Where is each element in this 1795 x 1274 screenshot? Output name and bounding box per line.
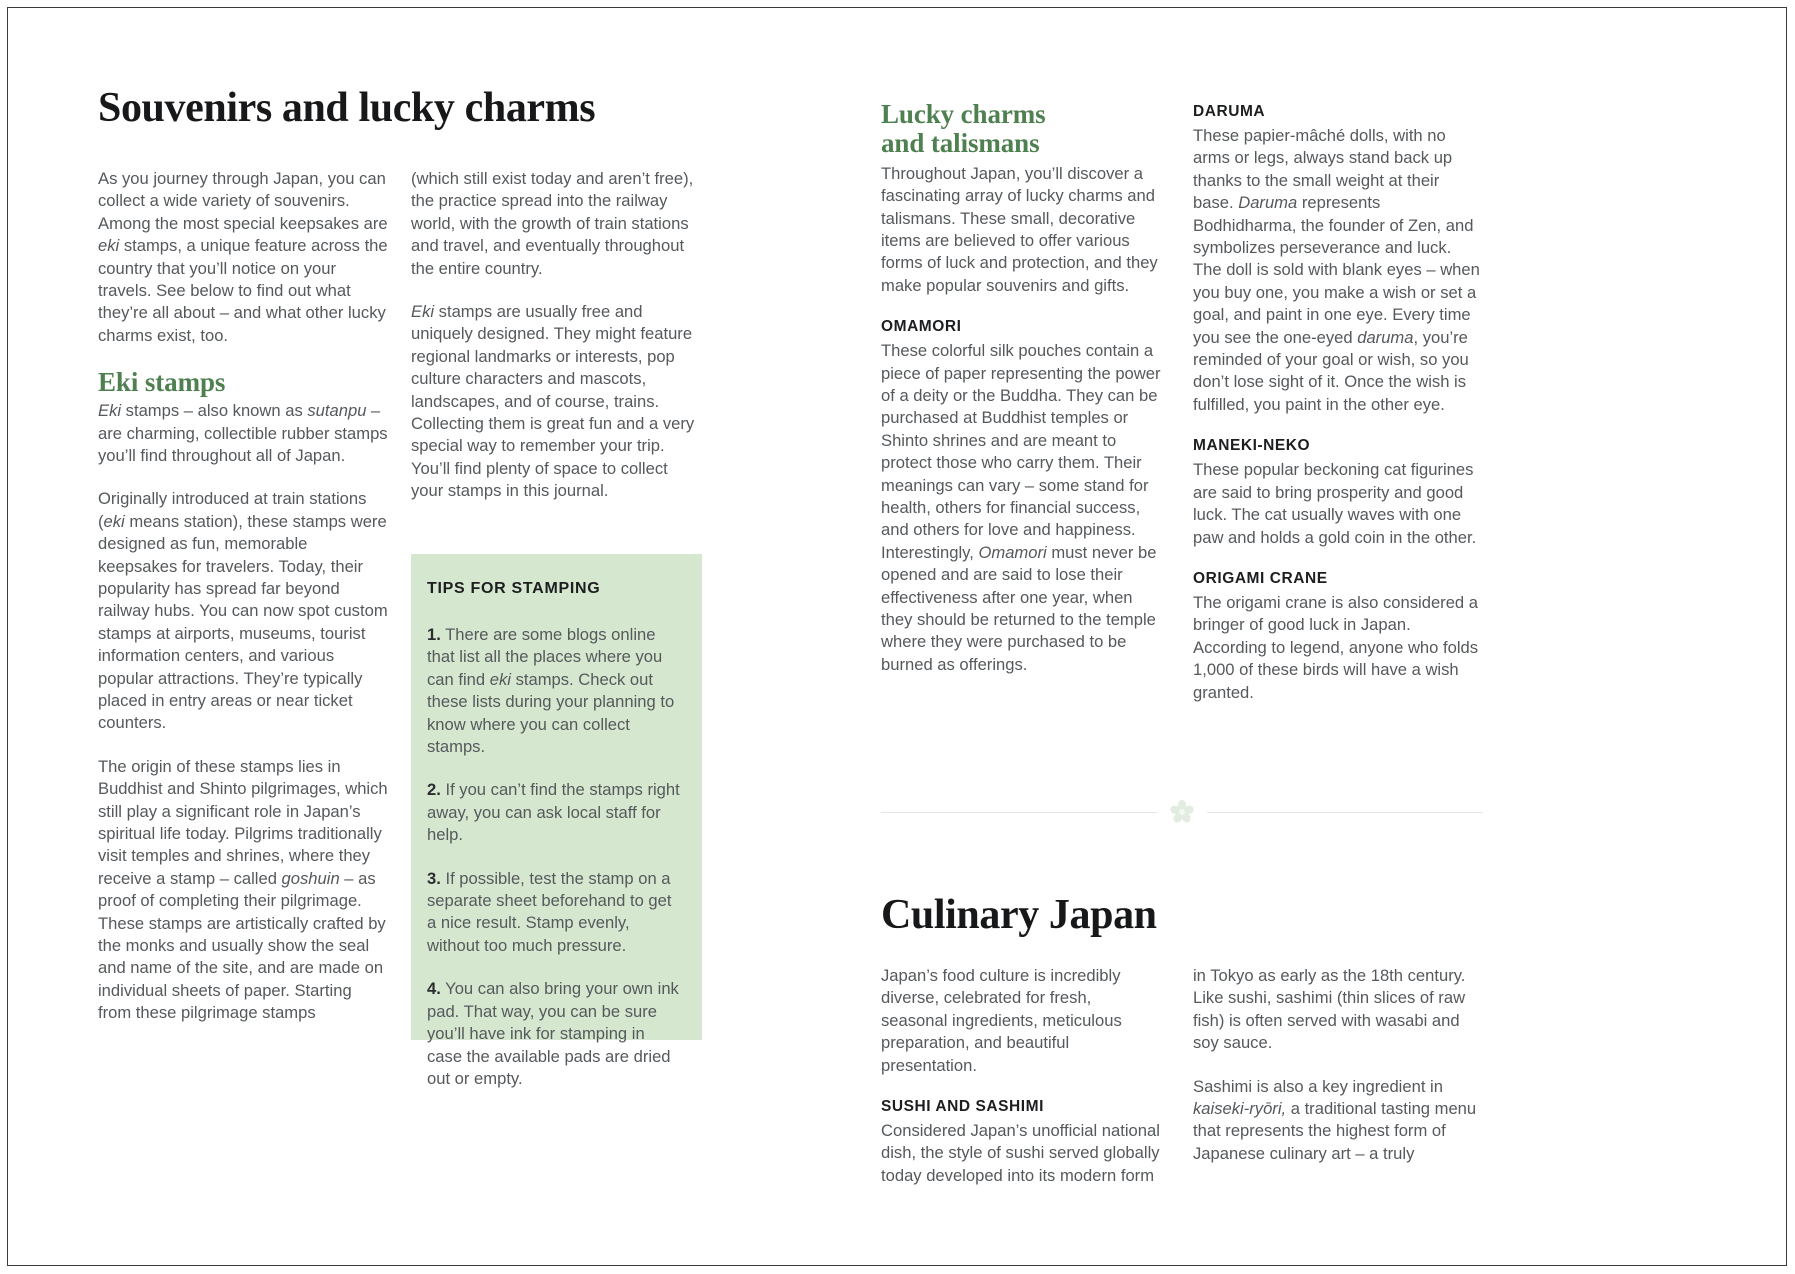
tips-for-stamping-box	[411, 554, 702, 1088]
tips-box-title: TIPS FOR STAMPING	[427, 580, 601, 597]
subsection-title-sushi-and-sashimi: SUSHI AND SASHIMI	[881, 1098, 1044, 1116]
paragraph: Sashimi is also a key ingredient in kaiseki-ryōri, a traditional tasting menu that represents the highest form of Japanese culinary art – a truly	[1193, 1076, 1477, 1163]
book-spread-page	[7, 7, 1787, 1266]
culinary-column-b	[1193, 965, 1483, 1165]
heading-line-2: and talismans	[881, 127, 1040, 158]
subsection-title-maneki-neko: MANEKI-NEKO	[1193, 437, 1311, 455]
subsection-title-origami-crane: ORIGAMI CRANE	[1193, 569, 1328, 587]
left-column-a	[98, 168, 388, 1025]
divider-rule-right	[1207, 812, 1483, 813]
tip-item: 4. You can also bring your own ink pad. That way, you can be sure you’ll have ink for stamping in case the available pads are dried out or empty.	[427, 979, 679, 1088]
divider-rule-left	[881, 812, 1157, 813]
heading-line-1: Lucky charms	[881, 99, 1046, 129]
section-heading-lucky-charms	[881, 100, 1161, 158]
paragraph: Eki stamps – also known as sutanpu – are charming, collectible rubber stamps you’ll find throughout all of Japan.	[98, 401, 388, 465]
section-divider	[881, 811, 1483, 813]
paragraph: These papier-mâché dolls, with no arms or legs, always stand back up thanks to the small weight at their base. Daruma represents Bodhidharma, the founder of Zen, and symbolizes perseverance and luck. The doll is sold with blank eyes – when you buy one, you make a wish or set a goal, and paint in one eye. Every time you see the one-eyed daruma, you’re reminded of your goal or wish, so you don’t lose sight of it. Once the wish is fulfilled, you paint in the other eye.	[1193, 126, 1480, 414]
paragraph: Eki stamps are usually free and uniquely designed. They might feature regional landmarks or interests, pop culture characters and mascots, landscapes, and of course, trains. Collecting them is great fun and a very special way to remember your trip. You’ll find plenty of space to collect your stamps in this journal.	[411, 302, 695, 501]
paragraph: As you journey through Japan, you can collect a wide variety of souvenirs. Among the most special keepsakes are eki stamps, a unique feature across the country that you’ll notice on your travels. See below to find out what they’re all about – and what other lucky charms exist, too.	[98, 169, 388, 345]
page-title: Souvenirs and lucky charms	[98, 85, 596, 131]
right-page	[798, 8, 1788, 1265]
paragraph: Originally introduced at train stations (eki means station), these stamps were designed as fun, memorable keepsakes for travelers. Today, their popularity has spread far beyond railway hubs. You can now spot custom stamps at airports, museums, tourist information centers, and various popular attractions. They’re typically placed in entry areas or near ticket counters.	[98, 489, 388, 733]
right-column-a	[881, 100, 1161, 676]
paragraph: The origin of these stamps lies in Buddhist and Shinto pilgrimages, which still play a significant role in Japan’s spiritual life today. Pilgrims traditionally visit temples and shrines, where they receive a stamp – called goshuin – as proof of completing their pilgrimage. These stamps are artistically crafted by the monks and usually show the seal and name of the site, and are made on individual sheets of paper. Starting from these pilgrimage stamps	[98, 756, 388, 1023]
tip-item: 2. If you can’t find the stamps right away, you can ask local staff for help.	[427, 780, 680, 845]
paragraph: Throughout Japan, you’ll discover a fascinating array of lucky charms and talismans. These small, decorative items are believed to offer various forms of luck and protection, and they make popular souvenirs and gifts.	[881, 163, 1158, 295]
right-column-b	[1193, 103, 1483, 704]
section-heading-eki-stamps: Eki stamps	[98, 367, 226, 398]
subsection-title-daruma: DARUMA	[1193, 103, 1266, 120]
paragraph: in Tokyo as early as the 18th century. Like sushi, sashimi (thin slices of raw fish) is often served with wasabi and soy sauce.	[1193, 966, 1466, 1053]
subsection-title-omamori: OMAMORI	[881, 318, 962, 336]
left-column-b	[411, 168, 701, 503]
left-page	[8, 8, 798, 1265]
tip-item: 1. There are some blogs online that list all the places where you can find eki stamps. Check out these lists during your planning to know where you can collect stamps.	[427, 625, 675, 757]
section-title-culinary-japan: Culinary Japan	[881, 892, 1157, 938]
paragraph: These colorful silk pouches contain a piece of paper representing the power of a deity or the Buddha. They can be purchased at Buddhist temples or Shinto shrines and are meant to protect those who carry them. Their meanings can vary – some stand for health, others for financial success, and others for love and happiness. Interestingly, Omamori must never be opened and are said to lose their effectiveness after one year, when they should be returned to the temple where they were purchased to be burned as offerings.	[881, 341, 1161, 674]
paragraph: The origami crane is also considered a bringer of good luck in Japan. According to legend, anyone who folds 1,000 of these birds will have a wish granted.	[1193, 592, 1479, 702]
paragraph: These popular beckoning cat figurines are said to bring prosperity and good luck. The cat usually waves with one paw and holds a gold coin in the other.	[1193, 460, 1477, 547]
paragraph: (which still exist today and aren’t free), the practice spread into the railway world, with the growth of train stations and travel, and eventually throughout the entire country.	[411, 169, 694, 278]
sakura-flower-icon	[1169, 799, 1195, 825]
paragraph: Considered Japan’s unofficial national dish, the style of sushi served globally today developed into its modern form	[881, 1121, 1160, 1185]
paragraph: Japan’s food culture is incredibly diverse, celebrated for fresh, seasonal ingredients, meticulous preparation, and beautiful presentation.	[881, 966, 1122, 1075]
spread-content	[8, 8, 1786, 1265]
culinary-column-a	[881, 965, 1161, 1187]
tip-item: 3. If possible, test the stamp on a separate sheet beforehand to get a nice result. Stamp evenly, without too much pressure.	[427, 868, 672, 955]
